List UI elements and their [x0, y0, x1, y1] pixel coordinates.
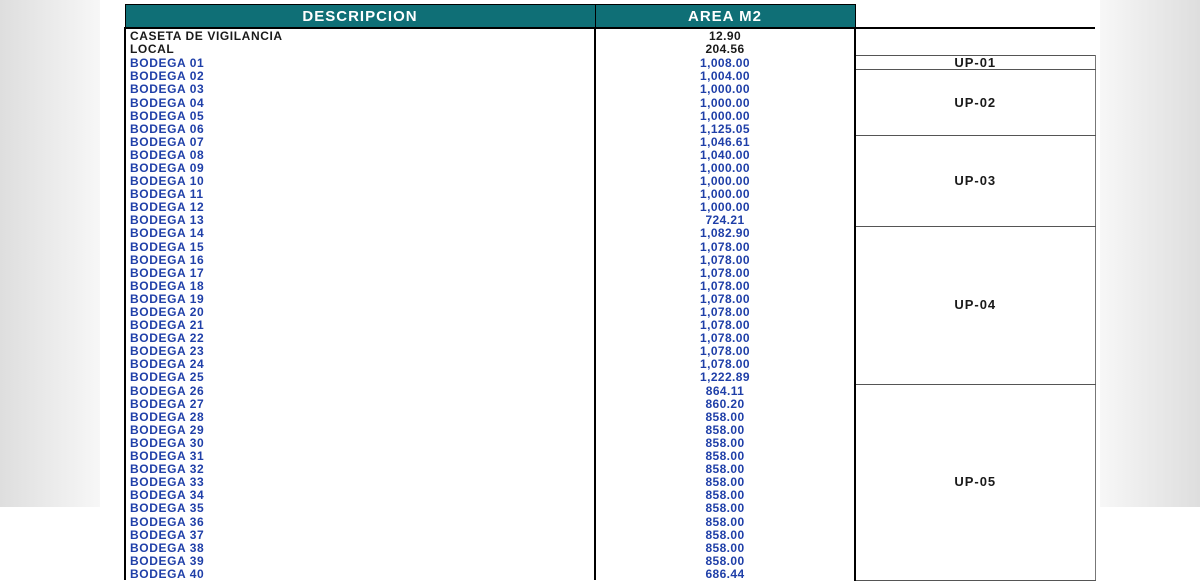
- cell-description: BODEGA 21: [125, 319, 595, 332]
- cell-area: 1,078.00: [595, 358, 855, 371]
- table-body: [125, 28, 1095, 580]
- cell-area: 858.00: [595, 463, 855, 476]
- cell-area: 858.00: [595, 515, 855, 528]
- cell-area: 204.56: [595, 42, 855, 56]
- cell-description: BODEGA 36: [125, 515, 595, 528]
- area-table: [124, 4, 1096, 581]
- cell-description: BODEGA 18: [125, 279, 595, 292]
- cell-unit-group: UP-02: [855, 70, 1095, 135]
- cell-description: BODEGA 25: [125, 371, 595, 384]
- table-header-row: [125, 5, 1095, 29]
- cell-area: 1,078.00: [595, 292, 855, 305]
- cell-area: 858.00: [595, 502, 855, 515]
- table-header: [125, 5, 1095, 29]
- cell-area: 858.00: [595, 436, 855, 449]
- table-row: [125, 70, 1095, 83]
- cell-area: 1,040.00: [595, 148, 855, 161]
- cell-description: BODEGA 27: [125, 397, 595, 410]
- cell-area: 1,078.00: [595, 240, 855, 253]
- cell-area: 1,078.00: [595, 266, 855, 279]
- cell-description: BODEGA 05: [125, 109, 595, 122]
- cell-area: 1,000.00: [595, 96, 855, 109]
- cell-unit-group: UP-04: [855, 227, 1095, 384]
- cell-description: BODEGA 37: [125, 528, 595, 541]
- cell-description: BODEGA 14: [125, 227, 595, 240]
- page-gutter-left: [0, 0, 100, 507]
- cell-description: BODEGA 08: [125, 148, 595, 161]
- cell-area: 724.21: [595, 214, 855, 227]
- cell-area: 858.00: [595, 423, 855, 436]
- page-gutter-right: [1100, 0, 1200, 507]
- cell-description: BODEGA 39: [125, 554, 595, 567]
- cell-description: BODEGA 19: [125, 292, 595, 305]
- cell-description: BODEGA 26: [125, 384, 595, 397]
- cell-area: 1,078.00: [595, 332, 855, 345]
- cell-area: 1,046.61: [595, 135, 855, 148]
- cell-area: 858.00: [595, 554, 855, 567]
- cell-area: 858.00: [595, 489, 855, 502]
- cell-area: 858.00: [595, 476, 855, 489]
- cell-description: BODEGA 03: [125, 83, 595, 96]
- cell-description: BODEGA 20: [125, 305, 595, 318]
- table-row: [125, 28, 1095, 42]
- cell-area: 1,000.00: [595, 109, 855, 122]
- cell-area: 1,078.00: [595, 279, 855, 292]
- column-header-unit: [855, 5, 1095, 29]
- cell-area: 12.90: [595, 28, 855, 42]
- table-row: [125, 56, 1095, 70]
- cell-description: BODEGA 22: [125, 332, 595, 345]
- cell-area: 860.20: [595, 397, 855, 410]
- cell-description: BODEGA 29: [125, 423, 595, 436]
- cell-area: 858.00: [595, 450, 855, 463]
- cell-description: BODEGA 06: [125, 122, 595, 135]
- table-row: [125, 384, 1095, 397]
- cell-description: BODEGA 24: [125, 358, 595, 371]
- cell-description: BODEGA 34: [125, 489, 595, 502]
- table-row: [125, 42, 1095, 56]
- column-header-area: AREA M2: [595, 5, 855, 29]
- cell-description: BODEGA 35: [125, 502, 595, 515]
- cell-description: BODEGA 11: [125, 188, 595, 201]
- cell-area: 1,082.90: [595, 227, 855, 240]
- cell-description: BODEGA 28: [125, 410, 595, 423]
- cell-description: BODEGA 38: [125, 541, 595, 554]
- cell-area: 1,000.00: [595, 161, 855, 174]
- spreadsheet-sheet: [100, 0, 1100, 581]
- cell-description: BODEGA 40: [125, 567, 595, 580]
- cell-area: 1,078.00: [595, 345, 855, 358]
- cell-area: 686.44: [595, 567, 855, 580]
- table-row: [125, 135, 1095, 148]
- cell-description: BODEGA 31: [125, 450, 595, 463]
- cell-area: 858.00: [595, 410, 855, 423]
- cell-description: BODEGA 04: [125, 96, 595, 109]
- cell-description: CASETA DE VIGILANCIA: [125, 28, 595, 42]
- cell-area: 1,008.00: [595, 56, 855, 70]
- cell-description: BODEGA 23: [125, 345, 595, 358]
- cell-area: 858.00: [595, 528, 855, 541]
- cell-description: BODEGA 32: [125, 463, 595, 476]
- cell-unit-group: UP-03: [855, 135, 1095, 227]
- cell-area: 1,078.00: [595, 305, 855, 318]
- cell-description: LOCAL: [125, 42, 595, 56]
- cell-description: BODEGA 13: [125, 214, 595, 227]
- cell-description: BODEGA 01: [125, 56, 595, 70]
- cell-unit-empty: [855, 42, 1095, 56]
- cell-area: 864.11: [595, 384, 855, 397]
- cell-area: 858.00: [595, 541, 855, 554]
- cell-unit-group: UP-05: [855, 384, 1095, 580]
- cell-area: 1,125.05: [595, 122, 855, 135]
- cell-description: BODEGA 10: [125, 175, 595, 188]
- cell-description: BODEGA 07: [125, 135, 595, 148]
- cell-area: 1,004.00: [595, 70, 855, 83]
- cell-description: BODEGA 09: [125, 161, 595, 174]
- cell-description: BODEGA 16: [125, 253, 595, 266]
- table-row: [125, 227, 1095, 240]
- cell-area: 1,078.00: [595, 253, 855, 266]
- column-header-description: DESCRIPCION: [125, 5, 595, 29]
- cell-description: BODEGA 30: [125, 436, 595, 449]
- cell-area: 1,222.89: [595, 371, 855, 384]
- cell-area: 1,000.00: [595, 201, 855, 214]
- cell-area: 1,078.00: [595, 319, 855, 332]
- cell-description: BODEGA 12: [125, 201, 595, 214]
- cell-description: BODEGA 17: [125, 266, 595, 279]
- cell-description: BODEGA 33: [125, 476, 595, 489]
- cell-description: BODEGA 02: [125, 70, 595, 83]
- cell-description: BODEGA 15: [125, 240, 595, 253]
- cell-area: 1,000.00: [595, 83, 855, 96]
- cell-unit-group: UP-01: [855, 56, 1095, 70]
- cell-area: 1,000.00: [595, 188, 855, 201]
- cell-unit-empty: [855, 28, 1095, 42]
- cell-area: 1,000.00: [595, 175, 855, 188]
